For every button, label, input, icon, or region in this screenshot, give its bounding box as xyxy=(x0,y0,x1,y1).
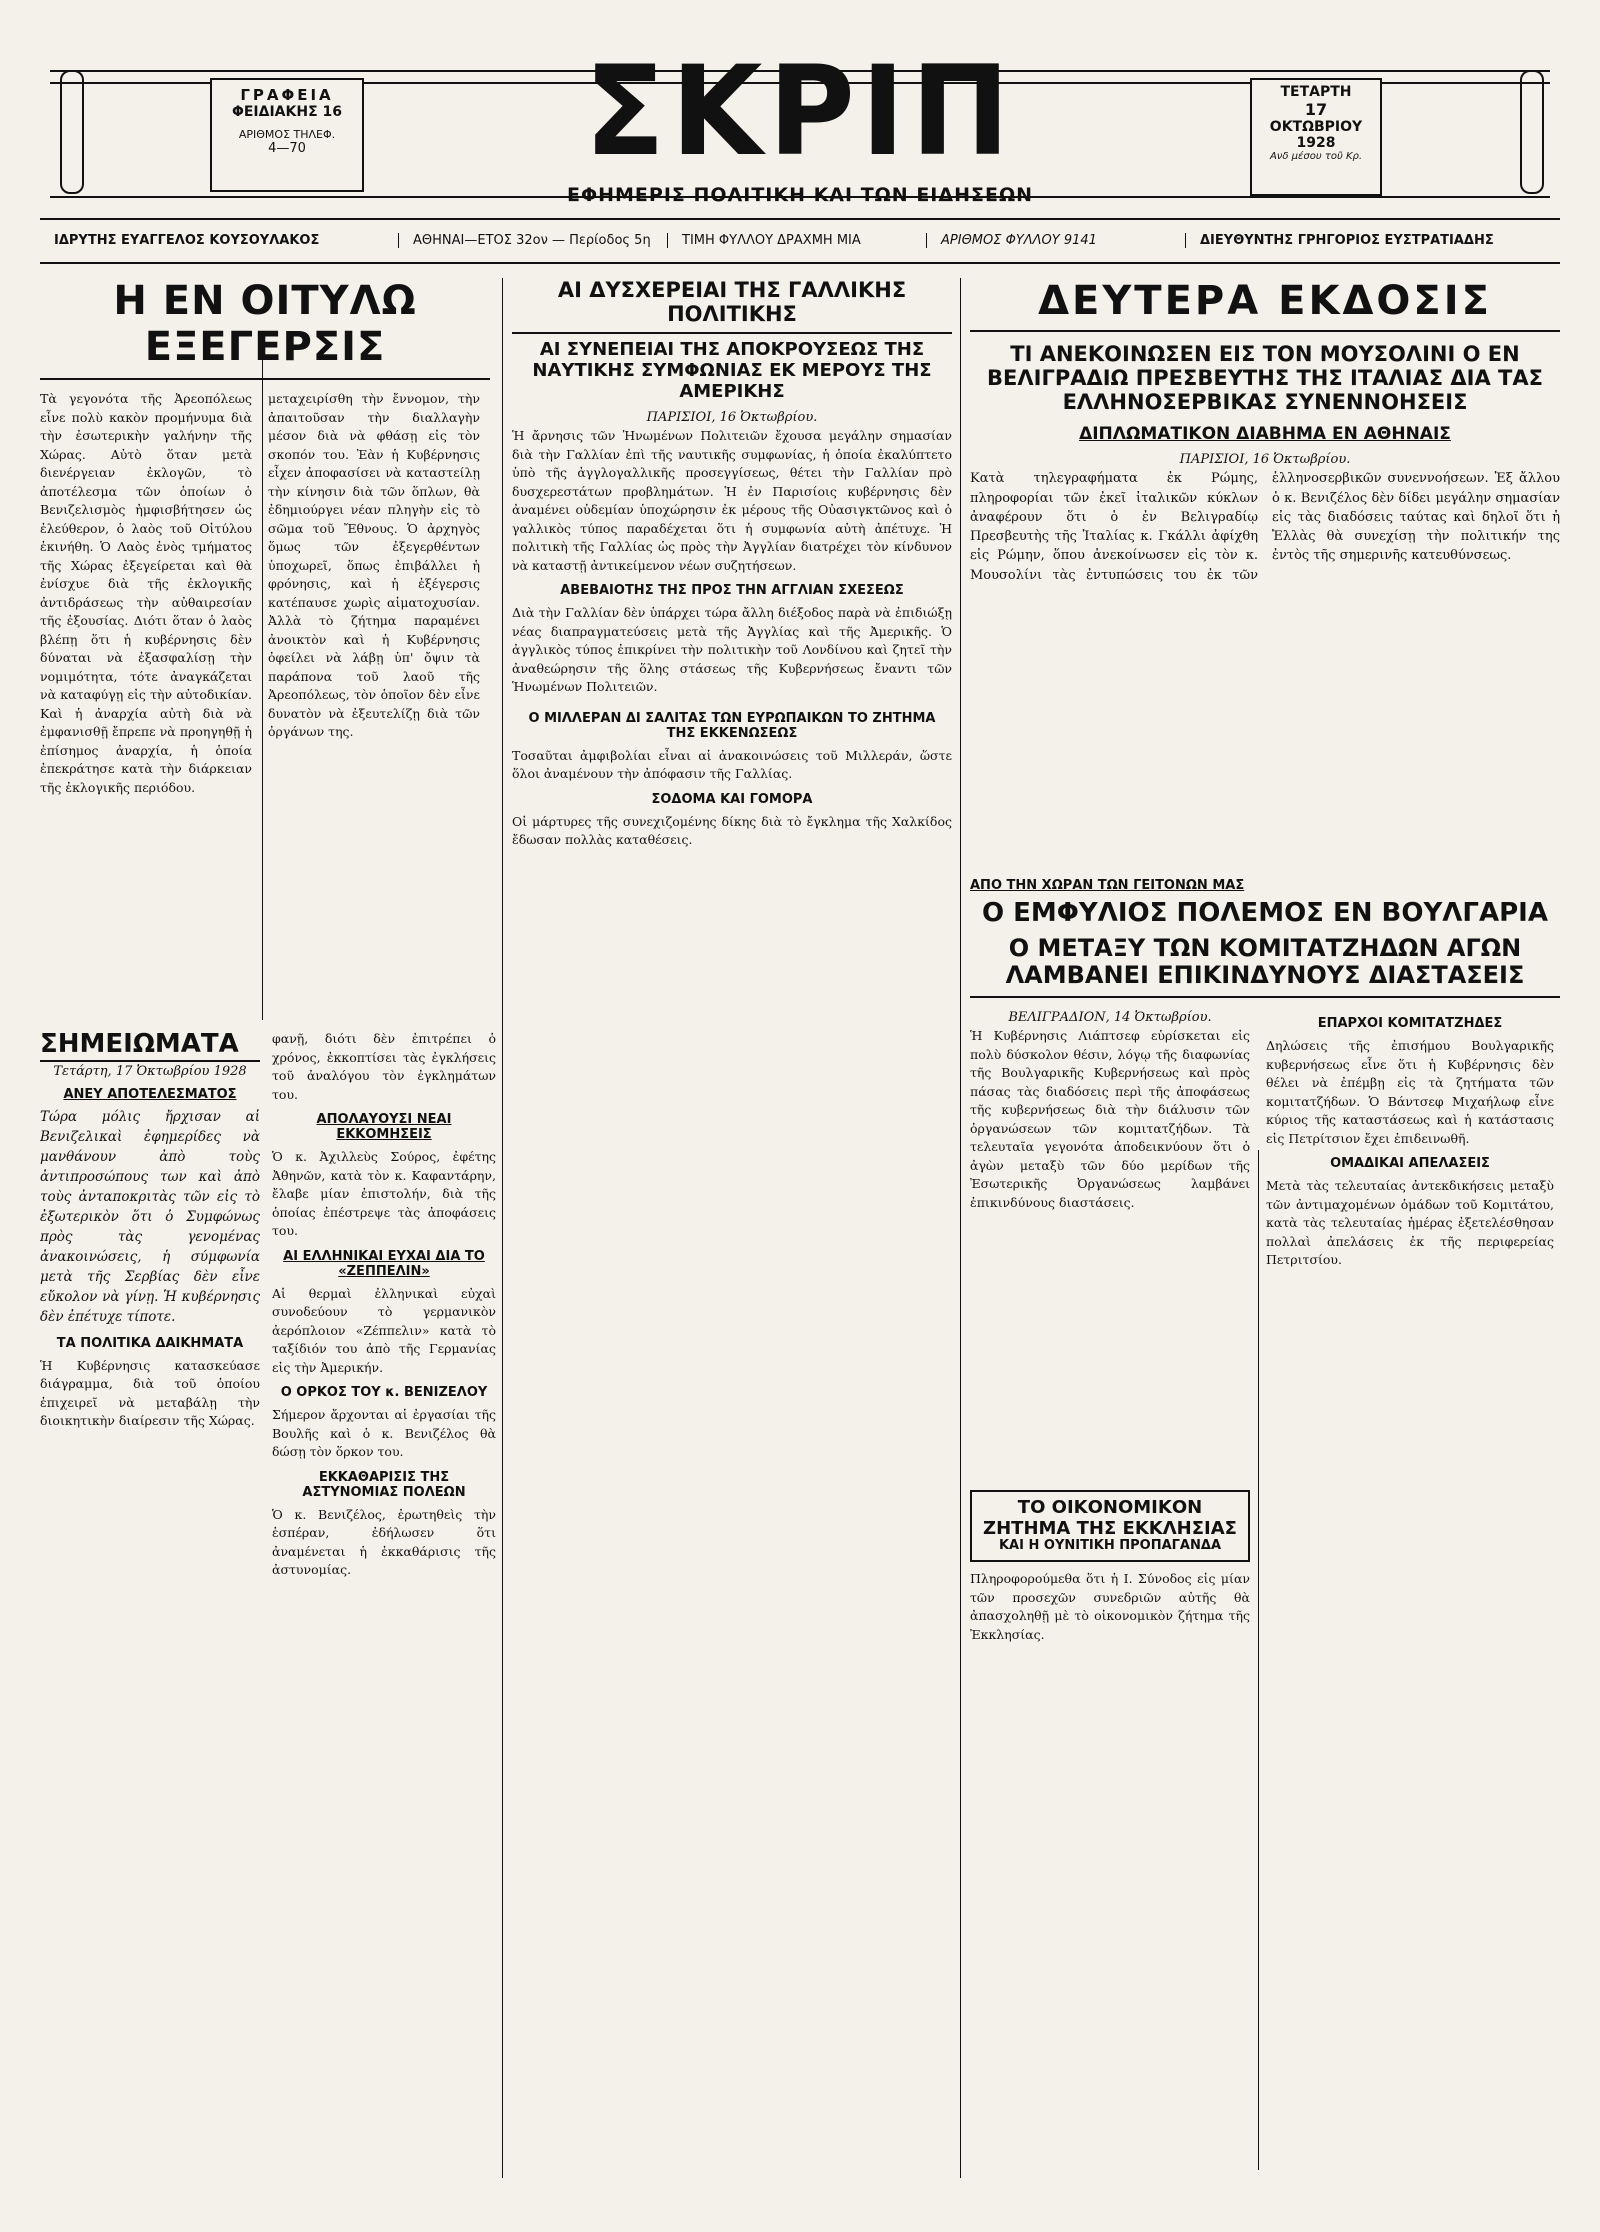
bulgaria-kicker: ΑΠΟ ΤΗΝ ΧΩΡΑΝ ΤΩΝ ΓΕΙΤΟΝΩΝ ΜΑΣ xyxy=(970,878,1245,893)
french-politics-section-head: ΑΒΕΒΑΙΟΤΗΣ ΤΗΣ ΠΡΟΣ ΤΗΝ ΑΓΓΛΙΑΝ ΣΧΕΣΕΩΣ xyxy=(560,583,904,599)
diplomatic-step-head: ΔΙΠΛΩΜΑΤΙΚΟΝ ΔΙΑΒΗΜΑ ΕΝ ΑΘΗΝΑΙΣ xyxy=(1079,424,1451,445)
oitylo-headline: Η ΕΝ ΟΙΤΥΛΩ ΕΞΕΓΕΡΣΙΣ xyxy=(40,278,490,380)
french-politics-dateline: ΠΑΡΙΣΙΟΙ, 16 Ὀκτωβρίου. xyxy=(646,410,818,426)
date-year: 1928 xyxy=(1296,135,1336,151)
bulgaria-headline-2: Ο ΜΕΤΑΞΥ ΤΩΝ ΚΟΜΙΤΑΤΖΗΔΩΝ ΑΓΩΝ ΛΑΜΒΑΝΕΙ ΕΠΙΚΙΝΔΥΝΟΥΣ ΔΙΑΣΤΑΣΕΙΣ xyxy=(970,935,1560,998)
short-news-text-3: Σήμερον ἄρχονται αἱ ἐργασίαι τῆς Βουλῆς καὶ ὁ κ. Βενιζέλος θὰ δώσῃ τὸν ὅρκον του. xyxy=(272,1407,496,1459)
church-headline-2: ΖΗΤΗΜΑ ΤΗΣ ΕΚΚΛΗΣΙΑΣ xyxy=(983,1517,1237,1539)
ornament-right xyxy=(1520,70,1544,194)
notes-subheadline: ΤΑ ΠΟΛΙΤΙΚΑ ΔΑΙΚΗΜΑΤΑ xyxy=(56,1335,244,1351)
date-calendar-note: Ανδ μέσου τοῦ Κρ. xyxy=(1269,151,1363,162)
second-edition-dateline: ΠΑΡΙΣΙΟΙ, 16 Ὀκτωβρίου. xyxy=(1179,452,1351,468)
french-politics-article xyxy=(512,278,952,2178)
second-edition-headline: ΔΕΥΤΕΡΑ ΕΚΔΟΣΙΣ xyxy=(970,278,1560,332)
sodom-headline: ΣΟΔΟΜΑ ΚΑΙ ΓΟΜΟΡΑ xyxy=(651,791,813,807)
issue-number: ΑΡΙΘΜΟΣ ΦΥΛΛΟΥ 9141 xyxy=(927,233,1186,248)
newspaper-subtitle: ΕΦΗΜΕΡΙΣ ΠΟΛΙΤΙΚΗ ΚΑΙ ΤΩΝ ΕΙΔΗΣΕΩΝ xyxy=(566,184,1033,206)
oitylo-text-right: μεταχειρίσθη τὴν ἔννομον, τὴν ἀπαιτοῦσαν τὴν διαλλαγὴν μέσον διὰ νὰ φθάσῃ εἰς τὸν σκοπόν του. Ἐὰν ἡ Κυβέρνησις εἶχεν ἀποφασίσει νὰ καταστείλῃ τὴν κίνησιν διὰ τῶν ὅπλων, θὰ ἐδημιούργει νέαν πληγὴν εἰς τὸ σῶμα τοῦ Ἔθνους. Ὁ ἀρχηγὸς ὅμως τῶν ἐξεγερθέντων ὑποχωρεῖ, ὅπως ἐπιβάλλει ἡ φρόνησις, καὶ ἡ ἐξέγερσις κατέπαυσε χωρὶς αἱματοχυσίαν. Ἀλλὰ τὸ ζήτημα παραμένει ἀνοικτὸν καὶ ἡ Κυβέρνησις ὀφείλει νὰ λάβῃ ὑπ' ὄψιν τὰ παράπονα τοῦ λαοῦ τῆς Ἀρεοπόλεως, τὸν ὁποῖον δὲν εἶνε δυνατὸν νὰ ἐξευτελίζῃ διὰ τῶν ὀργάνων της. xyxy=(268,391,480,739)
newspaper-logo: ΣΚΡΙΠ xyxy=(584,38,1016,184)
oitylo-text-left: Τὰ γεγονότα τῆς Ἀρεοπόλεως εἶνε πολὺ κακὸν προμήνυμα διὰ τὴν ἐσωτερικὴν γαλήνην τῆς Χώρας. Αὐτὸ ὅταν μετὰ διενέργειαν ἐκλογῶν, τὸ ἀποτέλεσμα τῶν ὁποίων ὁ Βενιζελισμὸς ἠμφισβήτησεν ὡς ἐλεύθερον, ὁ λαὸς τοῦ Οἰτύλου ἐκινήθη. Ὁ Λαὸς ἐνὸς τμήματος τῆς Χώρας ἐξεγείρεται καὶ θὰ ἐνίσχυε διὰ τῆς ἐκλογικῆς ἀντιδράσεως τὴν αὐθαιρεσίαν τῆς ἐξουσίας. Διότι ὅταν ὁ λαὸς βλέπῃ ὅτι ἡ κυβέρνησις δὲν δύναται νὰ ἐξασφαλίσῃ τὴν νομιμότητα, τότε ἀναγκάζεται νὰ καταφύγῃ εἰς τὴν αὐτοδικίαν. Καὶ ἡ ἀναρχία αὐτὴ διὰ νὰ ἐμφανισθῇ ἔπρεπε νὰ προηγηθῇ ἡ ἐπίσημος ἀναρχία, ἡ ὁποία ἐπεκράτησε κατὰ τὴν διάρκειαν τῆς ἐκλογικῆς περιόδου. xyxy=(40,391,252,795)
date-day: 17 xyxy=(1304,100,1328,119)
price-label: ΤΙΜΗ ΦΥΛΛΟΥ ΔΡΑΧΜΗ ΜΙΑ xyxy=(668,233,927,248)
church-text: Πληροφορούμεθα ὅτι ἡ Ι. Σύνοδος εἰς μίαν τῶν προσεχῶν συνεδριῶν αὐτῆς θὰ ἀπασχοληθῇ μὲ τὸ οἰκονομικὸν ζήτημα τῆς Ἐκκλησίας. xyxy=(970,1571,1250,1642)
bulgaria-right-head: ΕΠΑΡΧΟΙ ΚΟΜΙΤΑΤΖΗΔΕΣ xyxy=(1317,1016,1503,1032)
french-politics-headline: ΑΙ ΔΥΣΧΕΡΕΙΑΙ ΤΗΣ ΓΑΛΛΙΚΗΣ ΠΟΛΙΤΙΚΗΣ xyxy=(512,278,952,334)
offices-phone: 4—70 xyxy=(268,141,306,156)
bulgaria-dateline: ΒΕΛΙΓΡΑΔΙΟΝ, 14 Ὀκτωβρίου. xyxy=(1008,1010,1212,1026)
bulgaria-right-head-2: ΟΜΑΔΙΚΑΙ ΑΠΕΛΑΣΕΙΣ xyxy=(1330,1156,1490,1172)
offices-phone-label: ΑΡΙΘΜΟΣ ΤΗΛΕΦ. xyxy=(238,128,336,141)
church-headline-3: ΚΑΙ Η ΟΥΝΙΤΙΚΗ ΠΡΟΠΑΓΑΝΔΑ xyxy=(998,1538,1221,1554)
info-bar xyxy=(40,220,1560,260)
infobar-rule-top xyxy=(40,218,1560,220)
notes-title: ΣΗΜΕΙΩΜΑΤΑ xyxy=(40,1030,260,1062)
sodom-text: Οἱ μάρτυρες τῆς συνεχιζομένης δίκης διὰ τὸ ἔγκλημα τῆς Χαλκίδος ἔδωσαν πολλὰς καταθέσεις. xyxy=(512,813,952,848)
notes-section xyxy=(40,1030,260,2180)
millerand-headline: Ο ΜΙΛΛΕΡΑΝ ΔΙ ΣΑΛΙΤΑΣ ΤΩΝ ΕΥΡΩΠΑΙΚΩΝ ΤΟ ΖΗΤΗΜΑ ΤΗΣ ΕΚΚΕΝΩΣΕΩΣ xyxy=(528,710,936,741)
french-politics-text-2: Διὰ τὴν Γαλλίαν δὲν ὑπάρχει τώρα ἄλλη διέξοδος παρὰ νὰ ἐπιδιώξῃ νέας διαπραγματεύσεις μετὰ τῆς Ἀγγλίας καὶ τῆς Ἀμερικῆς. Ὁ ἀγγλικὸς τύπος ἐπικρίνει τὴν πολιτικὴν τοῦ Λονδίνου καὶ ζητεῖ τὴν ἀναθεώρησιν τῆς ὅλης στάσεως τῆς Κυβερνήσεως ἔναντι τῶν Ἡνωμένων Πολιτειῶν. xyxy=(512,605,952,695)
offices-box xyxy=(210,78,364,192)
short-news-intro: φανῇ, διότι δὲν ἐπιτρέπει ὁ χρόνος, ἐκκοπτίσει τὰς ἐγκλήσεις τοῦ ἀναλόγου τὸν ἐγκλημάτων του. xyxy=(272,1031,496,1102)
short-news-head-3: Ο ΟΡΚΟΣ ΤΟΥ κ. ΒΕΝΙΖΕΛΟΥ xyxy=(280,1385,488,1400)
date-box xyxy=(1250,78,1382,196)
millerand-text: Τοσαῦται ἀμφιβολίαι εἶναι αἱ ἀνακοινώσεις τοῦ Μιλλεράν, ὥστε ὅλοι ἀναμένουν τὴν ἀπόφασιν τῆς Γαλλίας. xyxy=(512,747,952,782)
church-headline-1: ΤΟ ΟΙΚΟΝΟΜΙΚΟΝ xyxy=(1017,1497,1203,1518)
french-politics-text: Ἡ ἄρνησις τῶν Ἡνωμένων Πολιτειῶν ἔχουσα μεγάλην σημασίαν διὰ τὴν Γαλλίαν ἐπὶ τῆς ναυτικῆς συμφωνίας, ἡ ὁποία ἐκαλύπτετο ὑπὸ τῆς ἀγγλογαλλικῆς προσεγγίσεως, θέτει τὴν Γαλλίαν πρὸ δυσχερεστάτων προβλημάτων. Ἡ ἐν Παρισίοις κυβέρνησις δὲν ἀναμένει οὐδεμίαν ὑποχώρησιν ἐκ μέρους τῆς Οὐασιγκτῶνος καὶ ὁ γαλλικὸς τύπος παραδέχεται ὅτι ἡ συμφωνία αὐτὴ ἀπέτυχε. Ἡ πολιτικὴ τῆς Γαλλίας ὡς πρὸς τὴν Ἀγγλίαν διατρέχει τὸν κίνδυνον νὰ καταστῇ ἀντικείμενον νέων συζητήσεων. xyxy=(512,428,952,573)
short-news-head-4: ΕΚΚΑΘΑΡΙΣΙΣ ΤΗΣ ΑΣΤΥΝΟΜΙΑΣ ΠΟΛΕΩΝ xyxy=(302,1469,466,1500)
short-news-head-1: ΑΠΟΛΑΥΟΥΣΙ ΝΕΑΙ ΕΚΚΟΜΗΣΕΙΣ xyxy=(316,1112,452,1142)
short-news-text-4: Ὁ κ. Βενιζέλος, ἐρωτηθεὶς τὴν ἑσπέραν, ἐδήλωσεν ὅτι ἀναμένεται ἡ ἐκκαθάρισις τῆς ἀστυνομίας. xyxy=(272,1506,496,1577)
bulgaria-text-right: Δηλώσεις τῆς ἐπισήμου Βουλγαρικῆς κυβερνήσεως εἶνε ὅτι ἡ Κυβέρνησις δὲν θέλει νὰ ἐπέμβῃ εἰς τὰ ζητήματα τῶν κομιτατζήδων. Ὁ Βάντσεφ Μιχαήλωφ εἶνε κύριος τῆς καταστάσεως καὶ ἡ κατάστασις εἰς Πετρίτσιον ἔχει ἐπιδεινωθῆ. xyxy=(1266,1038,1554,1146)
bulgaria-text-left: Ἡ Κυβέρνησις Λιάπτσεφ εὑρίσκεται εἰς πολὺ δύσκολον θέσιν, λόγῳ τῆς διαφωνίας τῆς Βουλγαρικῆς Κυβερνήσεως καὶ πρὸς πάσας τὰς διαδόσεις περὶ τῆς ἀποφάσεως τῆς κυβερνήσεως διὰ τὴν διάλυσιν τῶν ὀργανώσεων τῶν κομιτατζήδων. Τὰ τελευταῖα γεγονότα ἀποδεικνύουν ὅτι ὁ ἀγὼν μεταξὺ τῶν δύο μερίδων τῆς Ἐσωτερικῆς Ὀργανώσεως λαμβάνει ἐπικινδύνους διαστάσεις. xyxy=(970,1028,1250,1210)
short-news-text-1: Ὁ κ. Ἀχιλλεὺς Σούρος, ἐφέτης Ἀθηνῶν, κατὰ τὸν κ. Καφαντάρην, ἔλαβε μίαν ἐπιστολήν, διὰ τῆς ὁποίας ἐπέστρεψε τὰς ἀποφάσεις του. xyxy=(272,1149,496,1238)
church-headline-box xyxy=(970,1490,1250,1562)
date-month: ΟΚΤΩΒΡΙΟΥ xyxy=(1269,119,1363,135)
director-label: ΔΙΕΥΘΥΝΤΗΣ ΓΡΗΓΟΡΙΟΣ ΕΥΣΤΡΑΤΙΑΔΗΣ xyxy=(1200,232,1494,248)
offices-label: ΓΡΑΦΕΙΑ xyxy=(240,86,334,104)
second-edition-text: Κατὰ τηλεγραφήματα ἐκ Ρώμης, πληροφορίαι τῶν ἐκεῖ ἰταλικῶν κύκλων ἀναφέρουν ὅτι ὁ ἐν Βελιγραδίῳ Πρεσβευτὴς τῆς Ἰταλίας κ. Γκάλλι ἀφίχθη εἰς Ρώμην, ὅπου ἀνεκοίνωσεν εἰς τὸν κ. Μουσολίνι τὰς ἐντυπώσεις του ἐκ τῶν ἑλληνοσερβικῶν συνεννοήσεων. Ἐξ ἄλλου ὁ κ. Βενιζέλος δὲν δίδει μεγάλην σημασίαν εἰς τὰς διαδόσεις ταύτας καὶ δηλοῖ ὅτι ἡ Ἑλλὰς θὰ συνεχίσῃ τὴν πολιτικήν της ἐντὸς τῆς σημερινῆς κατευθύνσεως. xyxy=(970,471,1560,583)
french-politics-subheadline: ΑΙ ΣΥΝΕΠΕΙΑΙ ΤΗΣ ΑΠΟΚΡΟΥΣΕΩΣ ΤΗΣ ΝΑΥΤΙΚΗΣ ΣΥΜΦΩΝΙΑΣ ΕΚ ΜΕΡΟΥΣ ΤΗΣ ΑΜΕΡΙΚΗΣ xyxy=(532,339,932,402)
column-rule-2 xyxy=(960,278,961,2178)
bulgaria-headline-1: Ο ΕΜΦΥΛΙΟΣ ΠΟΛΕΜΟΣ ΕΝ ΒΟΥΛΓΑΡΙΑ xyxy=(982,898,1548,928)
notes-date: Τετάρτη, 17 Ὀκτωβρίου 1928 xyxy=(53,1063,247,1079)
column-rule-1 xyxy=(502,278,503,2178)
church-article xyxy=(970,1490,1250,2170)
founder-label: ΙΔΡΥΤΗΣ ΕΥΑΓΓΕΛΟΣ ΚΟΥΣΟΥΛΑΚΟΣ xyxy=(40,233,399,248)
notes-subtext: Ἡ Κυβέρνησις κατασκεύασε διάγραμμα, διὰ τοῦ ὁποίου ἐπιχειρεῖ νὰ μεταβάλῃ τὴν διοικητικὴν διαίρεσιν τῆς Χώρας. xyxy=(40,1357,260,1429)
short-news-text-2: Αἱ θερμαὶ ἐλληνικαὶ εὐχαὶ συνοδεύουν τὸ γερμανικὸν ἀερόπλοιον «Ζέππελιν» κατὰ τὸ ταξίδιόν του ἀπὸ τῆς Γερμανίας εἰς τὴν Ἀμερικήν. xyxy=(272,1285,496,1375)
date-weekday: ΤΕΤΑΡΤΗ xyxy=(1280,84,1352,100)
short-news-column xyxy=(272,1030,496,2180)
oitylo-article xyxy=(40,278,490,1018)
offices-address: ΦΕΙΔΙΑΚΗΣ 16 xyxy=(231,104,343,120)
bulgaria-text-right-2: Μετὰ τὰς τελευταίας ἀντεκδικήσεις μεταξὺ τῶν ἀντιμαχομένων ὁμάδων τοῦ Κομιτάτου, κατὰ τὰς τελευταίας ἡμέρας ἐξετελέσθησαν πολλαὶ ἀπελάσεις ἐκ τῆς περιφερείας Πετριτσίου. xyxy=(1266,1178,1554,1268)
ornament-left xyxy=(60,70,84,194)
second-edition-subheadline: ΤΙ ΑΝΕΚΟΙΝΩΣΕΝ ΕΙΣ ΤΟΝ ΜΟΥΣΟΛΙΝΙ Ο ΕΝ ΒΕΛΙΓΡΑΔΙΩ ΠΡΕΣΒΕΥΤΗΣ ΤΗΣ ΙΤΑΛΙΑΣ ΔΙΑ ΤΑΣ ΕΛΛΗΝΟΣΕΡΒΙΚΑΣ ΣΥΝΕΝΝΟΗΣΕΙΣ xyxy=(987,342,1543,415)
notes-headline: ΑΝΕΥ ΑΠΟΤΕΛΕΣΜΑΤΟΣ xyxy=(63,1086,237,1102)
notes-text: Τώρα μόλις ἤρχισαν αἱ Βενιζελικαὶ ἐφημερίδες νὰ μανθάνουν ἀπὸ τοὺς ἀντιπροσώπους των καὶ ἀπὸ τοὺς ἀνταποκριτὰς τῶν εἰς τὸ ἐξωτερικὸν ὅτι ὁ Συμφώνως πρὸς τὰς γενομένας ἀνακοινώσεις, ἡ σύμφωνία μετὰ τῆς Σερβίας δὲν εἶνε εὔκολον νὰ γίνῃ. Ἡ κυβέρνησις δὲν ἐπέτυχε τίποτε. xyxy=(40,1108,260,1325)
infobar-rule-bottom xyxy=(40,262,1560,264)
short-news-head-2: ΑΙ ΕΛΛΗΝΙΚΑΙ ΕΥΧΑΙ ΔΙΑ ΤΟ «ΖΕΠΠΕΛΙΝ» xyxy=(283,1248,485,1279)
year-label: ΑΘΗΝΑΙ—ΕΤΟΣ 32ον — Περίοδος 5η xyxy=(399,233,668,248)
